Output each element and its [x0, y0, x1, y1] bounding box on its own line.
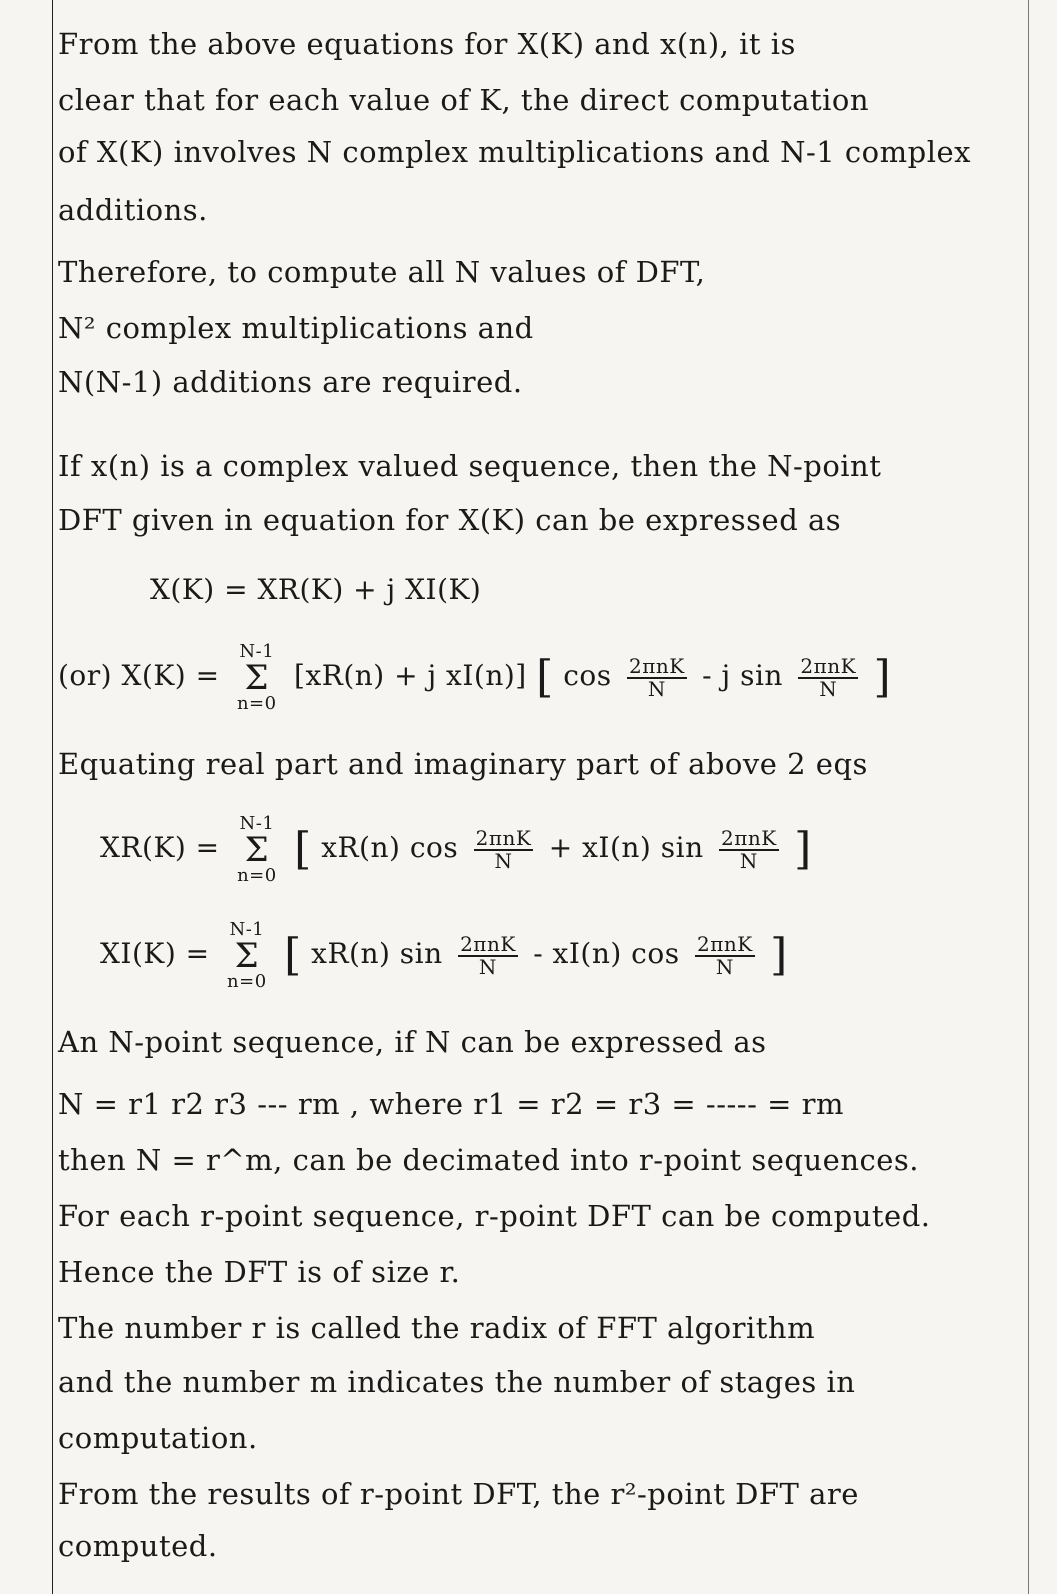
fraction-numerator: 2πnK: [475, 825, 532, 850]
fraction-denominator: N: [478, 954, 497, 979]
text-line: computation.: [58, 1421, 258, 1455]
eq3-b: + xI(n) sin: [548, 831, 704, 864]
sum-upper-limit: N-1: [239, 640, 275, 662]
sum-upper-limit: N-1: [239, 812, 275, 834]
fraction-denominator: N: [739, 848, 758, 873]
eq2-term: [xR(n) + j xI(n)]: [294, 659, 527, 692]
text-line: clear that for each value of K, the direct computation: [58, 83, 870, 117]
summation: [227, 918, 267, 992]
sum-lower-limit: n=0: [227, 970, 267, 992]
bracket-close: ]: [873, 651, 892, 703]
eq2-prefix: (or) X(K) =: [58, 659, 220, 692]
sum-lower-limit: n=0: [236, 692, 277, 714]
fraction-numerator: 2πnK: [697, 931, 753, 956]
text-line: and the number m indicates the number of stages in: [58, 1365, 856, 1399]
eq3-lhs: XR(K) =: [100, 831, 220, 864]
bracket-open: [: [284, 929, 302, 981]
text-line: Equating real part and imaginary part of above 2 eqs: [58, 747, 868, 781]
sigma-icon: Σ: [234, 935, 260, 976]
text-line: computed.: [58, 1529, 218, 1563]
sigma-icon: Σ: [244, 657, 270, 698]
eq4-a: xR(n) sin: [311, 937, 443, 970]
margin-line: [52, 0, 53, 1594]
eq2-minus-sin: - j sin: [702, 659, 783, 692]
equation-xr: [100, 812, 1023, 886]
text-line: N = r1 r2 r3 --- rm , where r1 = r2 = r3 = ----- = rm: [58, 1087, 844, 1121]
text-line: of X(K) involves N complex multiplications and N-1 complex: [58, 135, 971, 169]
eq2-cos: cos: [563, 659, 612, 692]
fraction-numerator: 2πnK: [721, 825, 777, 850]
eq4-b: - xI(n) cos: [533, 937, 680, 970]
sigma-icon: Σ: [244, 829, 270, 870]
right-edge-line: [1028, 0, 1029, 1594]
fraction-numerator: 2πnK: [629, 653, 685, 678]
bracket-close: ]: [794, 823, 812, 875]
sum-upper-limit: N-1: [229, 918, 265, 940]
summation: [236, 640, 277, 714]
fraction-denominator: N: [819, 676, 838, 701]
fraction-denominator: N: [494, 848, 513, 873]
text-line: From the results of r-point DFT, the r²-point DFT are: [58, 1477, 859, 1511]
fraction: [798, 653, 858, 701]
text-line: additions.: [58, 193, 208, 227]
text-line: N² complex multiplications and: [58, 311, 534, 345]
text-line: An N-point sequence, if N can be expressed as: [58, 1025, 767, 1059]
equation-xk: X(K) = XR(K) + j XI(K): [150, 573, 482, 606]
fraction: [458, 931, 518, 979]
text-line: N(N-1) additions are required.: [58, 365, 523, 399]
text-line: Hence the DFT is of size r.: [58, 1255, 461, 1289]
fraction-numerator: 2πnK: [460, 931, 516, 956]
text-line: The number r is called the radix of FFT algorithm: [58, 1311, 816, 1345]
fraction: [719, 825, 779, 873]
summation: [237, 812, 277, 886]
bracket-open: [: [294, 823, 312, 875]
fraction-denominator: N: [647, 676, 666, 701]
eq3-a: xR(n) cos: [321, 831, 459, 864]
bracket-open: [: [536, 651, 554, 703]
text-line: If x(n) is a complex valued sequence, then the N-point: [58, 449, 882, 483]
bracket-close: ]: [770, 929, 788, 981]
sum-lower-limit: n=0: [237, 864, 277, 886]
text-line: DFT given in equation for X(K) can be expressed as: [58, 503, 842, 537]
text-line: From the above equations for X(K) and x(n), it is: [58, 27, 796, 61]
eq4-lhs: XI(K) =: [100, 937, 210, 970]
text-line: Therefore, to compute all N values of DFT,: [58, 255, 706, 289]
fraction-denominator: N: [715, 954, 734, 979]
equation-xi: [100, 918, 1023, 992]
fraction: [695, 931, 755, 979]
fraction-numerator: 2πnK: [800, 653, 857, 678]
text-line: then N = r^m, can be decimated into r-point sequences.: [58, 1143, 920, 1177]
fraction: [474, 825, 534, 873]
fraction: [627, 653, 687, 701]
text-line: For each r-point sequence, r-point DFT can be computed.: [58, 1199, 931, 1233]
equation-xk-expanded: [58, 640, 1023, 714]
